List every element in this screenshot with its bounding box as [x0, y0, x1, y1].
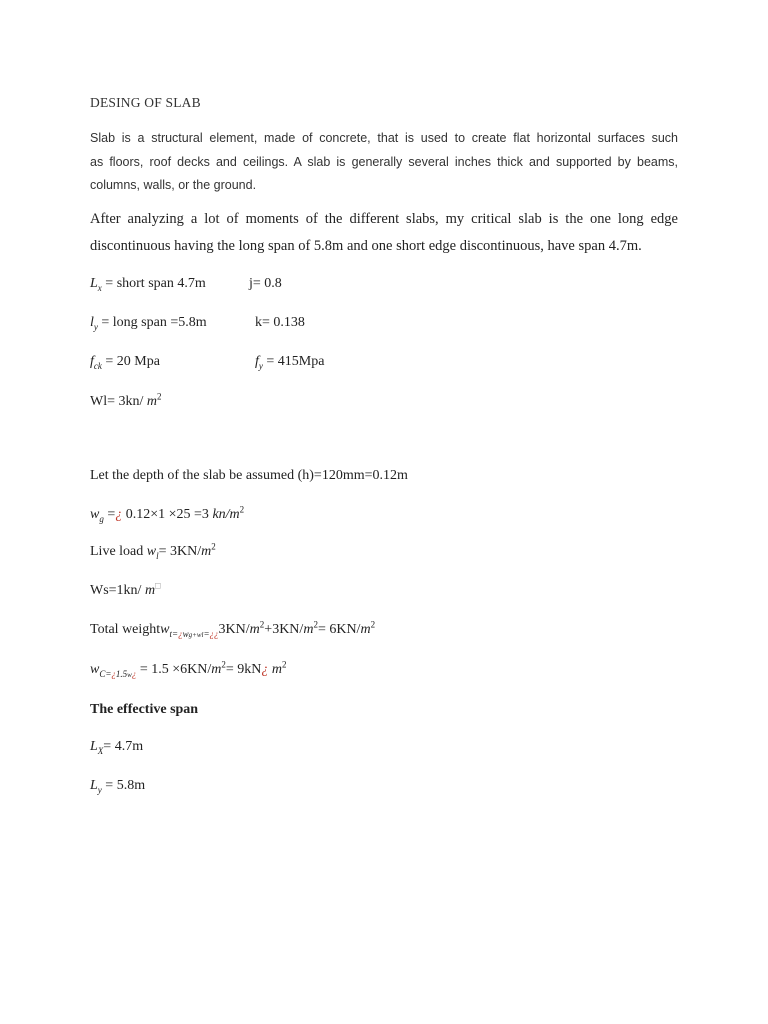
total-exp1: 2 — [259, 619, 265, 630]
wl-exponent: 2 — [157, 391, 162, 402]
wc-sub-b: 1.5 — [115, 668, 128, 679]
wc-subscript — [99, 669, 136, 679]
wc-symbol: w — [90, 662, 100, 677]
ws-unit: m — [144, 583, 156, 598]
fy-text: = 415Mpa — [262, 354, 325, 369]
live-subscript: l — [156, 550, 159, 561]
param-wl — [90, 391, 162, 410]
span-lx-text: = 4.7m — [103, 739, 144, 754]
fy-subscript: y — [258, 360, 263, 371]
span-ly-text: = 5.8m — [101, 778, 146, 793]
wc-sub-a: C= — [99, 668, 112, 679]
param-j: j= 0.8 — [249, 276, 282, 291]
fck-symbol: f — [90, 354, 94, 369]
total-sub-e: = — [203, 628, 210, 639]
wc-sub-glyph2: ¿ — [131, 668, 137, 679]
total-text2: +3KN/ — [264, 622, 304, 637]
ly-text: = long span =5.8m — [97, 315, 207, 330]
fck-text: = 20 Mpa — [101, 354, 160, 369]
wl-text: Wl= 3kn/ — [90, 394, 147, 409]
fck-subscript: ck — [93, 360, 102, 371]
total-sub-d: l — [201, 630, 204, 639]
total-unit3: m — [360, 622, 371, 637]
analysis-line-2: discontinuous having the long span of 5.8m and one short edge discontinuous, have span 4.7m. — [90, 238, 642, 254]
span-lx-subscript: X — [97, 745, 104, 756]
wl-unit: m — [146, 394, 158, 409]
param-ly — [90, 315, 207, 331]
total-prefix: Total weight — [90, 622, 161, 637]
depth-assumption: Let the depth of the slab be assumed (h)=120mm=0.12m — [90, 468, 408, 483]
total-unit2: m — [303, 622, 314, 637]
live-load-equation — [90, 541, 216, 561]
param-fck — [90, 354, 160, 370]
total-text1: 3KN/ — [218, 622, 250, 637]
wc-text2: = 9kN — [225, 662, 262, 677]
wg-exponent: 2 — [239, 504, 245, 515]
wc-sub-glyph1: ¿ — [111, 668, 116, 679]
span-lx-symbol: L — [90, 739, 98, 754]
ws-box-glyph: □ — [155, 580, 161, 591]
span-ly-symbol: L — [90, 778, 98, 793]
wg-text: 0.12×1 ×25 =3 — [122, 507, 213, 522]
dead-load-equation — [90, 504, 245, 524]
total-weight-equation — [90, 619, 376, 639]
fy-symbol: f — [255, 354, 259, 369]
wg-equals: = — [103, 507, 116, 522]
total-subscript — [170, 629, 219, 639]
total-symbol: w — [160, 622, 170, 637]
wc-exp2: 2 — [282, 659, 287, 670]
param-fy — [255, 354, 324, 370]
factored-load-equation — [90, 659, 287, 679]
effective-span-lx — [90, 739, 143, 755]
wc-unit1: m — [211, 662, 222, 677]
total-exp2: 2 — [313, 619, 318, 630]
ws-text: Ws=1kn/ — [90, 583, 145, 598]
param-lx — [90, 276, 206, 292]
effective-span-heading: The effective span — [90, 702, 199, 717]
wg-symbol: w — [90, 507, 100, 522]
ly-symbol: l — [90, 315, 94, 330]
intro-line-3: columns, walls, or the ground. — [90, 178, 257, 192]
total-sub-b: w — [182, 628, 189, 639]
live-exponent: 2 — [211, 541, 216, 552]
lx-subscript: x — [97, 282, 102, 293]
total-sub-glyph2: ¿¿ — [209, 628, 219, 639]
effective-span-ly — [90, 778, 145, 794]
total-sub-c: g+w — [188, 630, 202, 639]
lx-symbol: L — [90, 276, 98, 291]
ws-equation — [90, 580, 161, 599]
total-sub-glyph1: ¿ — [178, 628, 183, 639]
wc-exp1: 2 — [221, 659, 226, 670]
intro-line-2: as floors, roof decks and ceilings. A slab is generally several inches thick and supported by beams, — [90, 155, 678, 169]
intro-line-1: Slab is a structural element, made of concrete, that is used to create flat horizontal surfaces such — [90, 131, 678, 145]
live-prefix: Live load — [90, 544, 147, 559]
param-k: k= 0.138 — [255, 315, 305, 330]
wg-unit: kn/m — [212, 507, 240, 522]
live-text: = 3KN/ — [158, 544, 202, 559]
wg-glyph: ¿ — [115, 507, 123, 522]
total-text3: = 6KN/ — [317, 622, 361, 637]
analysis-line-1: After analyzing a lot of moments of the different slabs, my critical slab is the one long edge — [90, 211, 678, 227]
wc-text1: = 1.5 ×6KN/ — [136, 662, 212, 677]
total-exp3: 2 — [370, 619, 376, 630]
page-title: DESING OF SLAB — [90, 95, 201, 110]
live-unit: m — [201, 544, 212, 559]
wc-glyph: ¿ — [261, 662, 269, 677]
total-sub-a: t= — [169, 628, 179, 639]
live-symbol: w — [146, 544, 157, 559]
lx-text: = short span 4.7m — [101, 276, 206, 291]
wg-subscript: g — [99, 513, 104, 524]
wc-unit2: m — [268, 662, 283, 677]
total-unit1: m — [249, 622, 260, 637]
ly-subscript: y — [93, 321, 98, 332]
wc-sub-c: w — [127, 670, 132, 679]
span-ly-subscript: y — [97, 784, 102, 795]
